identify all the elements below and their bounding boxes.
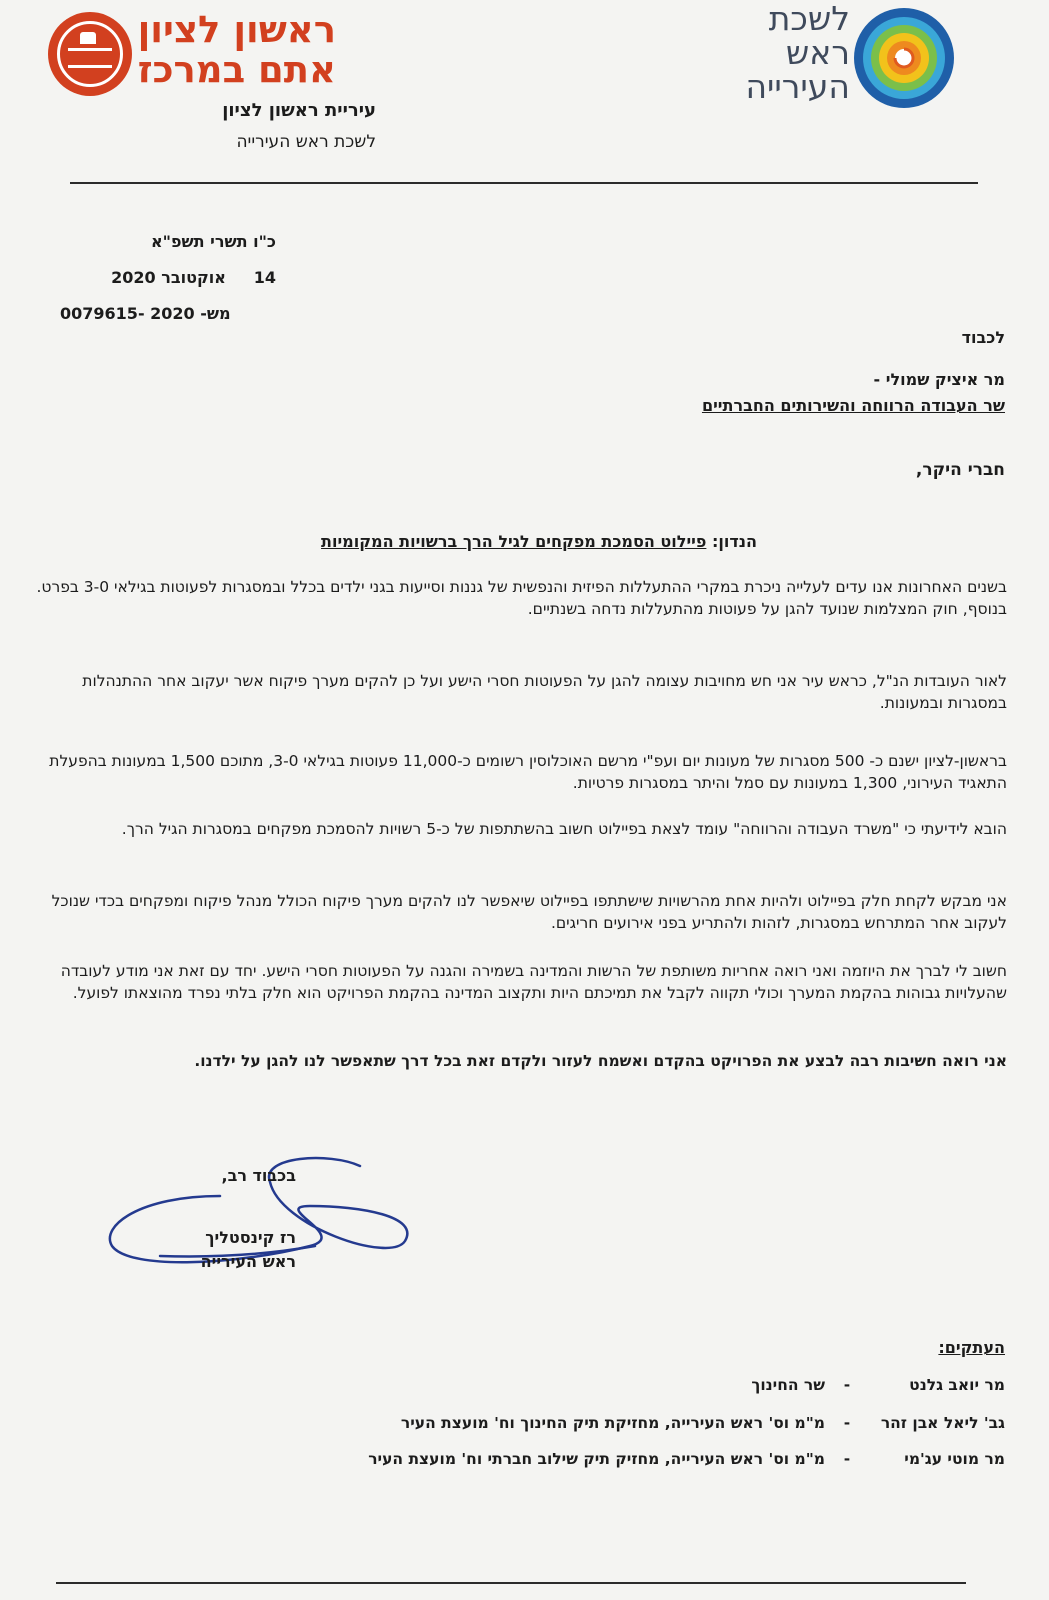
subject-text: פיילוט הסמכת מפקחים לגיל הרך ברשויות המקומיות — [321, 532, 707, 551]
recipient-name: מר איציק שמולי - — [873, 370, 1005, 389]
copy-dash: - — [843, 1414, 851, 1432]
paragraph-3 — [27, 750, 1007, 794]
paragraph-1-addendum: בנוסף, חוק המצלמות שנועד להגן על פעוטות מהתעללות נדחה בשנתיים. — [527, 600, 1007, 618]
copy-row — [245, 1376, 1005, 1400]
mayor-office-wordmark — [720, 2, 850, 104]
paragraph-1 — [27, 576, 1007, 620]
header-divider — [70, 182, 978, 184]
wordmark-line-2: אתם במרכז — [137, 48, 336, 91]
hebrew-date: כ"ו תשרי תשפ"א — [150, 232, 276, 251]
paragraph-5 — [27, 890, 1007, 934]
copy-role: מ"מ וס' ראש העירייה, מחזיקת תיק החינוך וח' מועצת העיר — [400, 1414, 825, 1432]
closing-paragraph — [27, 1050, 1007, 1072]
paragraph-2 — [27, 670, 1007, 714]
mayor-wordmark-line-2: ראש — [785, 33, 850, 72]
paragraph-5-text: אני מבקש לקחת חלק בפיילוט ולהיות אחת מהרשויות שישתתפו בפיילוט שיאפשר לנו להקים מערך פיקוח הכולל מנהל פיקוח ומפקחים בכדי שנוכל לעקוב אחר המתרחש במסגרות, לזהות ולהתריע בפני אירועים חריגים. — [51, 892, 1007, 932]
rishon-lezion-wordmark — [136, 10, 336, 90]
wordmark-line-1: ראשון לציון — [137, 8, 336, 51]
copy-name: גב' ליאל אבן זהר — [880, 1414, 1005, 1432]
copy-role: מ"מ וס' ראש העירייה, מחזיק תיק שילוב חברתי וח' מועצת העיר — [368, 1450, 825, 1468]
paragraph-4 — [27, 818, 1007, 840]
mayor-wordmark-line-1: לשכת — [768, 0, 850, 38]
closing-paragraph-text: אני רואה חשיבות רבה לבצע את הפרויקט בהקדם ואשמח לעזור ולקדם זאת בכל דרך שתאפשר לנו להגן על ילדנו. — [194, 1052, 1007, 1070]
subject-line — [321, 532, 757, 551]
office-name: לשכת ראש העירייה — [236, 132, 376, 152]
subject-prefix: הנדון: — [711, 532, 757, 551]
paragraph-1-text: בשנים האחרונות אנו עדים לעלייה ניכרת במקרי ההתעללות הפיזית והנפשית של גננות וסייעות בגני ילדים בכלל ובמסגרות לפעוטות בגילאי 3-0 בפרט. — [36, 578, 1007, 596]
paragraph-6-text: חשוב לי לברך את היוזמה ואני רואה אחריות משותפת של הרשות והמדינה בשמירה והגנה על הפעוטות חסרי הישע. יחד עם זאת אני מודע לעובדה שהעלויות גבוהות בהקמת המערך וכולי תקווה לקבל את תמיכתם היות ותקצוב המדינה בהקמת הפרויקט הוא חלק בלתי נפרד מהוצאתו לפועל. — [60, 962, 1007, 1002]
spiral-emblem-icon — [852, 6, 956, 110]
copy-row — [245, 1450, 1005, 1474]
recipient-title: שר העבודה הרווחה והשירותים החברתיים — [701, 396, 1005, 415]
copy-role: שר החינוך — [751, 1376, 825, 1394]
signature-closing: בכבוד רב, — [221, 1166, 296, 1185]
copy-row — [245, 1414, 1005, 1438]
municipality-name: עיריית ראשון לציון — [222, 100, 376, 121]
paragraph-2-text: לאור העובדות הנ"ל, כראש עיר אני חש מחויבות עצומה להגן על הפעוטות חסרי הישע ועל כן להקים מערך פיקוח אשר יעקוב אחר ההתנהלות במסגרות ובמעונות. — [82, 672, 1007, 712]
paragraph-4-text: הובא לידיעתי כי "משרד העבודה והרווחה" עומד לצאת בפיילוט חשוב בהשתתפות של כ-5 רשויות להסמכת מפקחים במסגרות הגיל הרך. — [121, 820, 1007, 838]
gregorian-date: 14 אוקטובר 2020 — [111, 268, 276, 287]
copy-dash: - — [843, 1376, 851, 1394]
reference-number: מש- 2020 -0079615 — [60, 304, 231, 323]
signatory-name: רז קינסטליך — [205, 1228, 296, 1247]
rishon-lezion-seal-logo — [48, 12, 132, 96]
greeting: חברי היקר, — [915, 460, 1005, 480]
paragraph-3-text: בראשון-לציון ישנם כ- 500 מסגרות של מעונות יום ועפ"י מרשם האוכלוסין רשומים כ-11,000 פעוטות בגילאי 3-0, מתוכם 1,500 במעונות בהפעלת התאגיד העירוני, 1,300 במעונות עם סמל והיתר במסגרות פרטיות. — [49, 752, 1007, 792]
copies-heading: העתקים: — [938, 1338, 1005, 1357]
copy-dash: - — [843, 1450, 851, 1468]
signatory-title: ראש העירייה — [200, 1252, 296, 1271]
copy-name: מר יואב גלנט — [909, 1376, 1005, 1394]
salutation-to: לכבוד — [961, 328, 1005, 347]
copy-name: מר מוטי עג'מי — [904, 1450, 1005, 1468]
paragraph-6 — [27, 960, 1007, 1004]
mayor-wordmark-line-3: העירייה — [745, 67, 850, 106]
footer-divider — [56, 1582, 966, 1584]
